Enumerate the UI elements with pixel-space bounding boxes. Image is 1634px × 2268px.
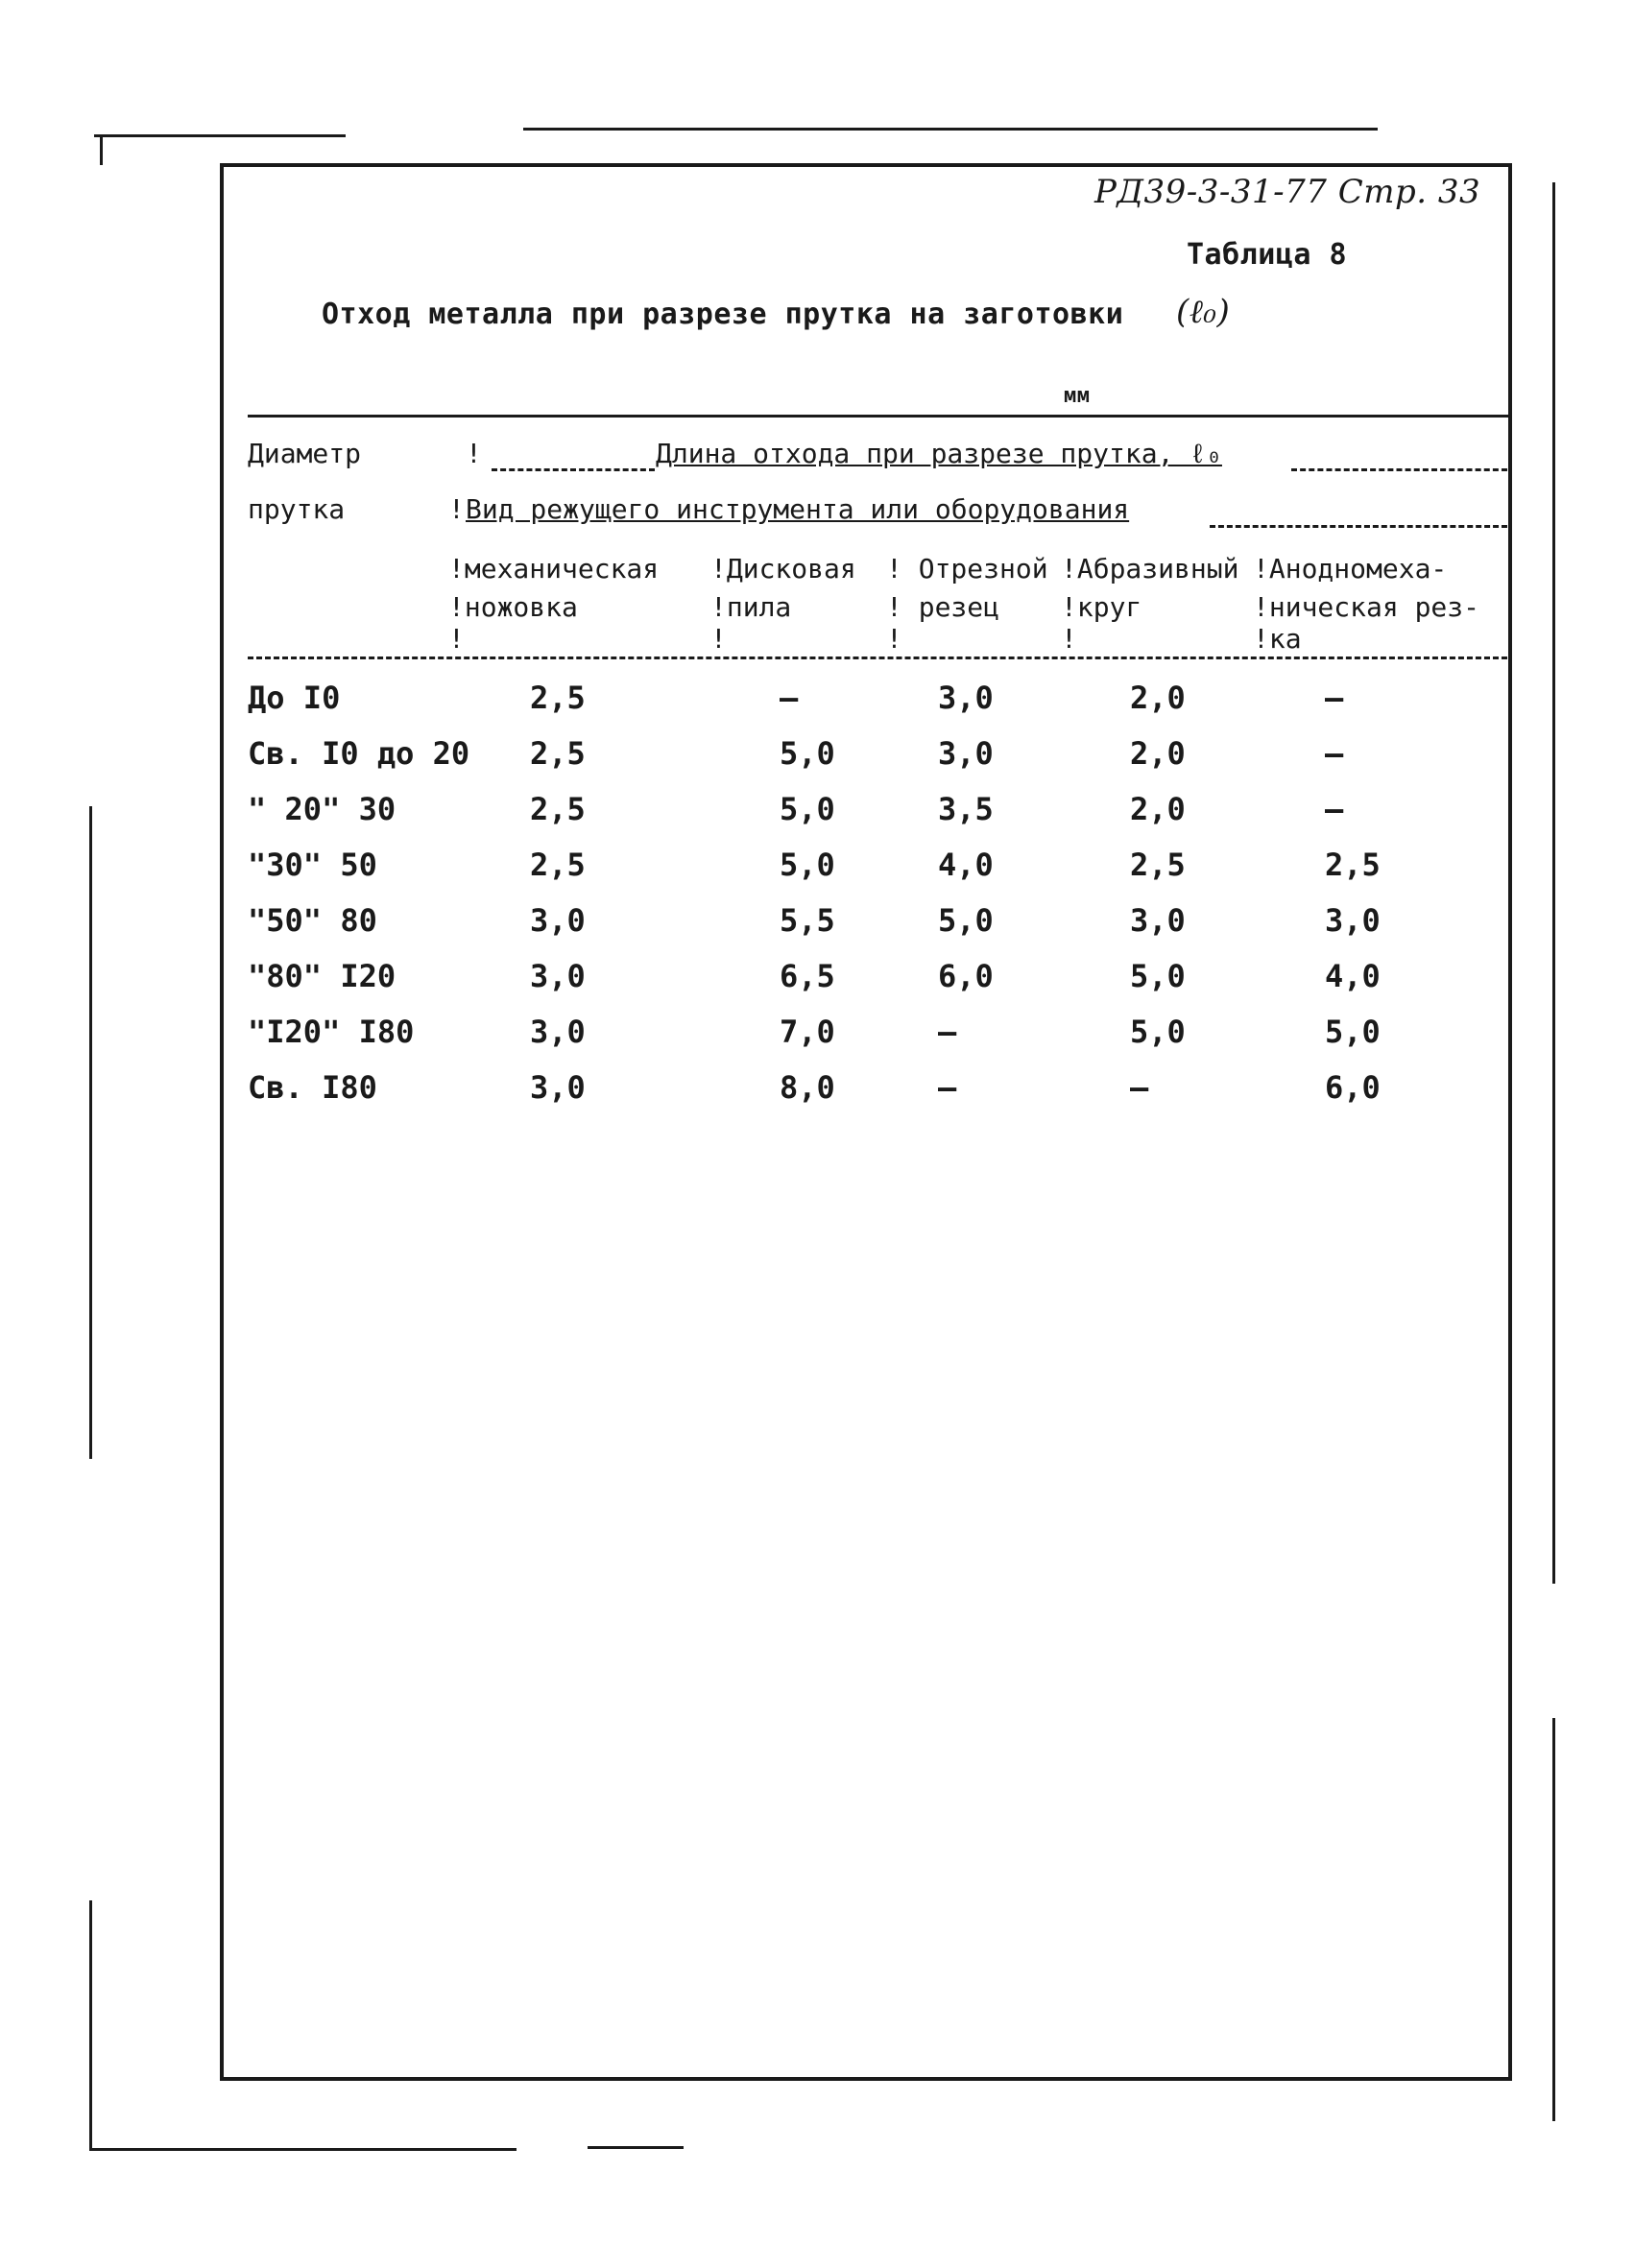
header-span2-dash-right (1210, 525, 1507, 528)
row4-disk-saw: 5,0 (780, 847, 835, 883)
row3-anodic: – (1325, 791, 1344, 827)
row1-anodic: – (1325, 680, 1344, 716)
row7-hacksaw: 3,0 (530, 1014, 586, 1050)
row1-hacksaw: 2,5 (530, 680, 586, 716)
row5-abrasive: 3,0 (1130, 902, 1186, 939)
row2-disk-saw: 5,0 (780, 735, 835, 772)
row5-anodic: 3,0 (1325, 902, 1381, 939)
table-top-rule (248, 415, 1509, 418)
row4-anodic: 2,5 (1325, 847, 1381, 883)
row8-hacksaw: 3,0 (530, 1069, 586, 1106)
scan-mark-left-lower (89, 1900, 92, 2150)
row-label-5: "50" 80 (248, 902, 377, 939)
col-anodic-line1: !Анодномеха- (1253, 553, 1448, 585)
row-label-4: "30" 50 (248, 847, 377, 883)
row6-hacksaw: 3,0 (530, 958, 586, 994)
row-label-6: "80" I20 (248, 958, 396, 994)
header-span1-dash-left (492, 468, 655, 471)
row4-abrasive: 2,5 (1130, 847, 1186, 883)
row6-anodic: 4,0 (1325, 958, 1381, 994)
row7-disk-saw: 7,0 (780, 1014, 835, 1050)
row3-abrasive: 2,0 (1130, 791, 1186, 827)
row6-abrasive: 5,0 (1130, 958, 1186, 994)
row2-hacksaw: 2,5 (530, 735, 586, 772)
col-hacksaw-line2: !ножовка (448, 591, 578, 623)
col-disk-saw-line2: !пила (710, 591, 792, 623)
document-stamp: РД39-3-31-77 Стр. 33 (1094, 173, 1481, 211)
row1-cutter: 3,0 (938, 680, 994, 716)
col-abrasive-bang: ! (1061, 623, 1077, 655)
scan-mark-bottom (89, 2148, 517, 2151)
col-diameter-line2: прутка (248, 493, 346, 525)
row8-cutter: – (938, 1069, 957, 1106)
table-label: Таблица 8 (1187, 238, 1348, 272)
row8-anodic: 6,0 (1325, 1069, 1381, 1106)
row3-hacksaw: 2,5 (530, 791, 586, 827)
row-label-7: "I20" I80 (248, 1014, 415, 1050)
col-abrasive-line2: !круг (1061, 591, 1142, 623)
row-label-2: Св. I0 до 20 (248, 735, 470, 772)
scan-mark-top (523, 128, 1378, 131)
col-cutter-line1: ! Отрезной (886, 553, 1048, 585)
header-span1-dash-right (1291, 468, 1507, 471)
col-hacksaw-line1: !механическая (448, 553, 660, 585)
scan-mark-right (1552, 182, 1555, 1584)
scan-mark-right-lower (1552, 1718, 1555, 2121)
scan-mark-left (89, 806, 92, 1459)
row8-disk-saw: 8,0 (780, 1069, 835, 1106)
row2-anodic: – (1325, 735, 1344, 772)
row5-hacksaw: 3,0 (530, 902, 586, 939)
row6-disk-saw: 6,5 (780, 958, 835, 994)
scan-mark-bottom-dash (588, 2146, 684, 2149)
row3-cutter: 3,5 (938, 791, 994, 827)
col-cutter-line2: ! резец (886, 591, 1000, 623)
col-disk-saw-bang: ! (710, 623, 727, 655)
row3-disk-saw: 5,0 (780, 791, 835, 827)
header-span-tool: Вид режущего инструмента или оборудования (466, 493, 1130, 525)
col-abrasive-line1: !Абразивный (1061, 553, 1239, 585)
col-anodic-line2: !ническая рез- (1253, 591, 1480, 623)
row8-abrasive: – (1130, 1069, 1149, 1106)
scan-mark-top-left (94, 134, 346, 137)
unit-label: мм (1064, 384, 1091, 408)
page-title: Отход металла при разрезе прутка на заготовки (322, 298, 1124, 331)
row7-abrasive: 5,0 (1130, 1014, 1186, 1050)
row1-abrasive: 2,0 (1130, 680, 1186, 716)
col-cutter-bang: ! (886, 623, 902, 655)
col-anodic-line3: !ка (1253, 623, 1302, 655)
header-bang-2: ! (448, 493, 465, 525)
col-diameter-line1: Диаметр (248, 438, 362, 469)
row2-cutter: 3,0 (938, 735, 994, 772)
row-label-8: Св. I80 (248, 1069, 377, 1106)
col-disk-saw-line1: !Дисковая (710, 553, 856, 585)
row7-anodic: 5,0 (1325, 1014, 1381, 1050)
row1-disk-saw: – (780, 680, 799, 716)
header-bottom-rule (248, 657, 1507, 659)
row6-cutter: 6,0 (938, 958, 994, 994)
row2-abrasive: 2,0 (1130, 735, 1186, 772)
row-label-1: До I0 (248, 680, 341, 716)
row5-cutter: 5,0 (938, 902, 994, 939)
row4-hacksaw: 2,5 (530, 847, 586, 883)
row-label-3: " 20" 30 (248, 791, 396, 827)
title-symbol: (ℓ₀) (1176, 293, 1231, 331)
scan-mark-top-left-tick (100, 134, 103, 165)
row4-cutter: 4,0 (938, 847, 994, 883)
header-span-length: Длина отхода при разрезе прутка, ℓ₀ (656, 438, 1222, 469)
row7-cutter: – (938, 1014, 957, 1050)
header-bang-1: ! (466, 438, 482, 469)
col-hacksaw-bang: ! (448, 623, 465, 655)
row5-disk-saw: 5,5 (780, 902, 835, 939)
